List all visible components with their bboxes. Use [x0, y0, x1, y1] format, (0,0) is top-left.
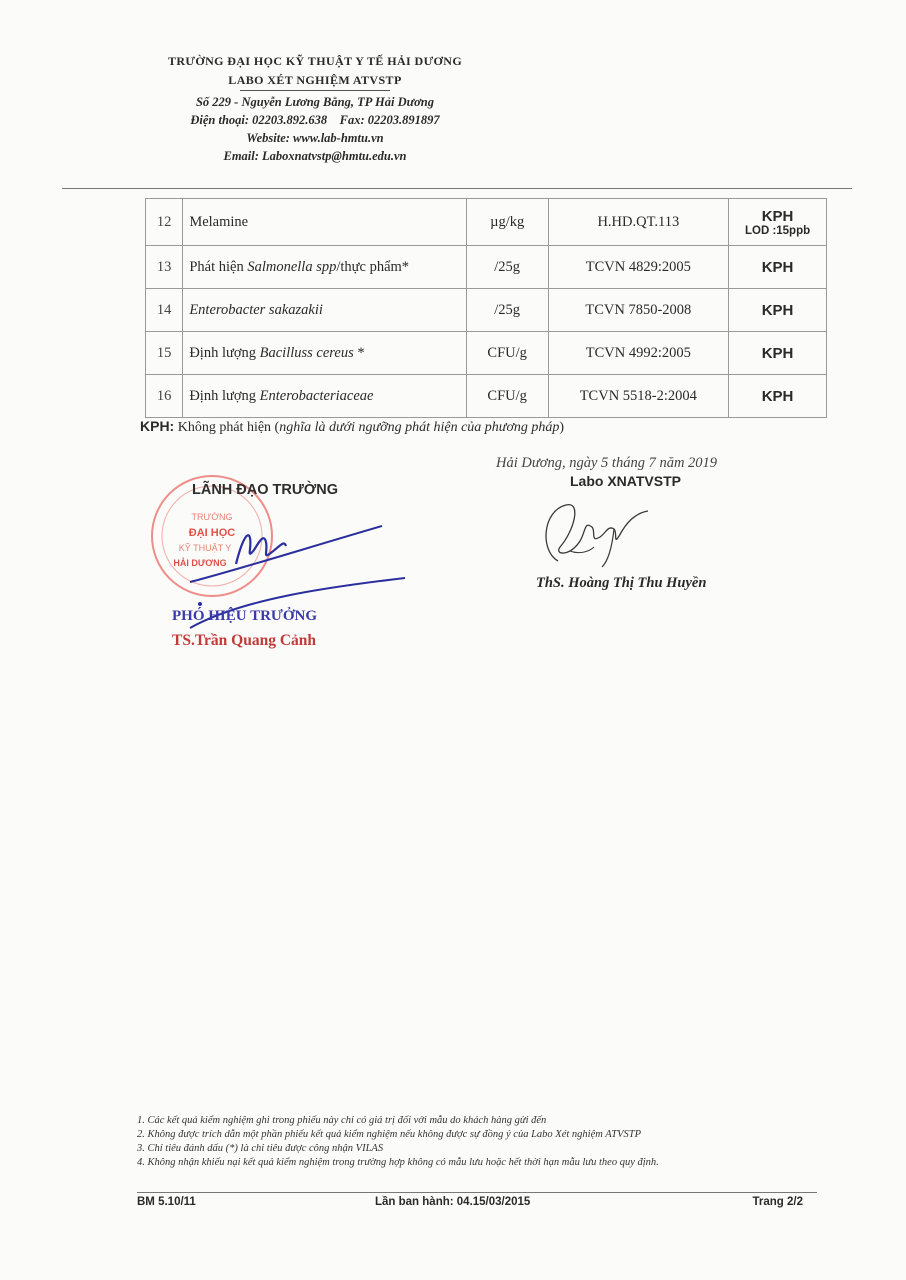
svg-text:TRƯỜNG: TRƯỜNG — [191, 512, 233, 522]
method: TCVN 4992:2005 — [548, 332, 729, 375]
labo-name: LABO XÉT NGHIỆM ATVSTP — [228, 73, 402, 87]
test-name — [183, 199, 466, 246]
results-table — [145, 198, 827, 418]
unit: µg/kg — [466, 199, 548, 246]
result-value: KPH — [761, 344, 794, 362]
unit: /25g — [466, 246, 548, 289]
test-name-suffix: /thực phẩm* — [336, 258, 410, 275]
footnote: 2. Không được trích dẫn một phần phiếu kết quả kiểm nghiệm nếu không được sự đồng ý của Labo Xét nghiệm ATVSTP — [137, 1129, 642, 1140]
result — [729, 332, 827, 375]
unit: /25g — [466, 289, 548, 332]
issue-info: Lần ban hành: 04.15/03/2015 — [375, 1196, 531, 1208]
table-row — [146, 289, 827, 332]
method: TCVN 5518-2:2004 — [548, 375, 729, 418]
test-name — [183, 246, 466, 289]
phone-fax — [150, 111, 480, 129]
school-name: TRƯỜNG ĐẠI HỌC KỸ THUẬT Y TẾ HẢI DƯƠNG — [167, 54, 463, 68]
kph-italic-text: nghĩa là dưới ngưỡng phát hiện của phương pháp — [279, 420, 560, 435]
signer-name: ThS. Hoàng Thị Thu Huyền — [536, 575, 707, 591]
labo-underline — [240, 90, 390, 91]
test-name-prefix: Phát hiện — [189, 258, 248, 275]
result-value: KPH — [761, 387, 794, 405]
row-number: 13 — [146, 246, 183, 289]
fax: Fax: 02203.891897 — [339, 113, 440, 127]
test-name-suffix: * — [353, 344, 365, 361]
table-row — [146, 332, 827, 375]
test-name-organism: Bacilluss cereus — [259, 344, 354, 361]
row-number: 16 — [146, 375, 183, 418]
svg-text:ĐẠI HỌC: ĐẠI HỌC — [188, 527, 236, 539]
test-name-organism: Enterobacter sakazakii — [189, 301, 323, 318]
footnote: 4. Không nhận khiếu nại kết quả kiểm nghiệm trong trường hợp không có mẫu lưu hoặc hết thời hạn mẫu lưu theo quy định. — [137, 1157, 659, 1168]
email: Email: Laboxnatvstp@hmtu.edu.vn — [223, 149, 407, 163]
table-row — [146, 375, 827, 418]
letterhead — [150, 52, 480, 165]
test-name — [183, 289, 466, 332]
row-number: 15 — [146, 332, 183, 375]
address: Số 229 - Nguyễn Lương Bằng, TP Hải Dương — [195, 95, 435, 109]
footer-divider — [137, 1192, 817, 1193]
right-signature-block — [490, 455, 790, 615]
header-divider — [62, 188, 852, 189]
phone: Điện thoại: 02203.892.638 — [190, 113, 328, 127]
sign-org: Labo XNATVSTP — [570, 473, 681, 489]
page-footer — [137, 1196, 817, 1214]
table-row — [146, 199, 827, 246]
vice-rector-title: PHÓ HIỆU TRƯỞNG — [172, 608, 318, 624]
result — [729, 289, 827, 332]
row-number: 14 — [146, 289, 183, 332]
test-name-organism: Enterobacteriaceae — [259, 387, 374, 404]
result — [729, 375, 827, 418]
svg-text:HẢI DƯƠNG: HẢI DƯƠNG — [173, 558, 227, 568]
left-signature-block — [150, 460, 410, 660]
kph-close: ) — [559, 420, 565, 435]
kph-legend — [140, 418, 564, 436]
result-value: KPH — [761, 207, 794, 225]
unit: CFU/g — [466, 375, 548, 418]
sign-date: Hải Dương, ngày 5 tháng 7 năm 2019 — [496, 455, 718, 471]
page-number: Trang 2/2 — [752, 1196, 803, 1208]
result-value: KPH — [761, 301, 794, 319]
result — [729, 199, 827, 246]
test-name — [183, 375, 466, 418]
test-name-prefix: Định lượng — [189, 387, 260, 404]
table-row — [146, 246, 827, 289]
footnote: 3. Chỉ tiêu đánh dấu (*) là chỉ tiêu được công nhận VILAS — [137, 1143, 384, 1154]
website: Website: www.lab-hmtu.vn — [246, 131, 384, 145]
handwritten-signature-icon — [530, 491, 660, 571]
leader-title: LÃNH ĐẠO TRƯỜNG — [192, 482, 339, 498]
svg-text:KỸ THUẬT Y: KỸ THUẬT Y — [178, 543, 232, 553]
footnotes — [137, 1114, 817, 1170]
test-name-prefix: Định lượng — [189, 344, 260, 361]
unit: CFU/g — [466, 332, 548, 375]
test-name-prefix: Melamine — [189, 213, 249, 230]
result-lod: LOD :15ppb — [744, 224, 811, 237]
row-number: 12 — [146, 199, 183, 246]
form-code: BM 5.10/11 — [137, 1196, 196, 1208]
test-name-organism: Salmonella spp — [247, 258, 337, 275]
method: H.HD.QT.113 — [548, 199, 729, 246]
method: TCVN 4829:2005 — [548, 246, 729, 289]
result — [729, 246, 827, 289]
kph-text: Không phát hiện ( — [174, 420, 280, 435]
footnote: 1. Các kết quả kiểm nghiệm ghi trong phiếu này chỉ có giá trị đối với mẫu do khách hàng gửi đến — [137, 1115, 547, 1126]
kph-label: KPH: — [140, 418, 175, 434]
test-name — [183, 332, 466, 375]
result-value: KPH — [761, 258, 794, 276]
method: TCVN 7850-2008 — [548, 289, 729, 332]
vice-rector-name: TS.Trần Quang Cảnh — [172, 632, 317, 649]
